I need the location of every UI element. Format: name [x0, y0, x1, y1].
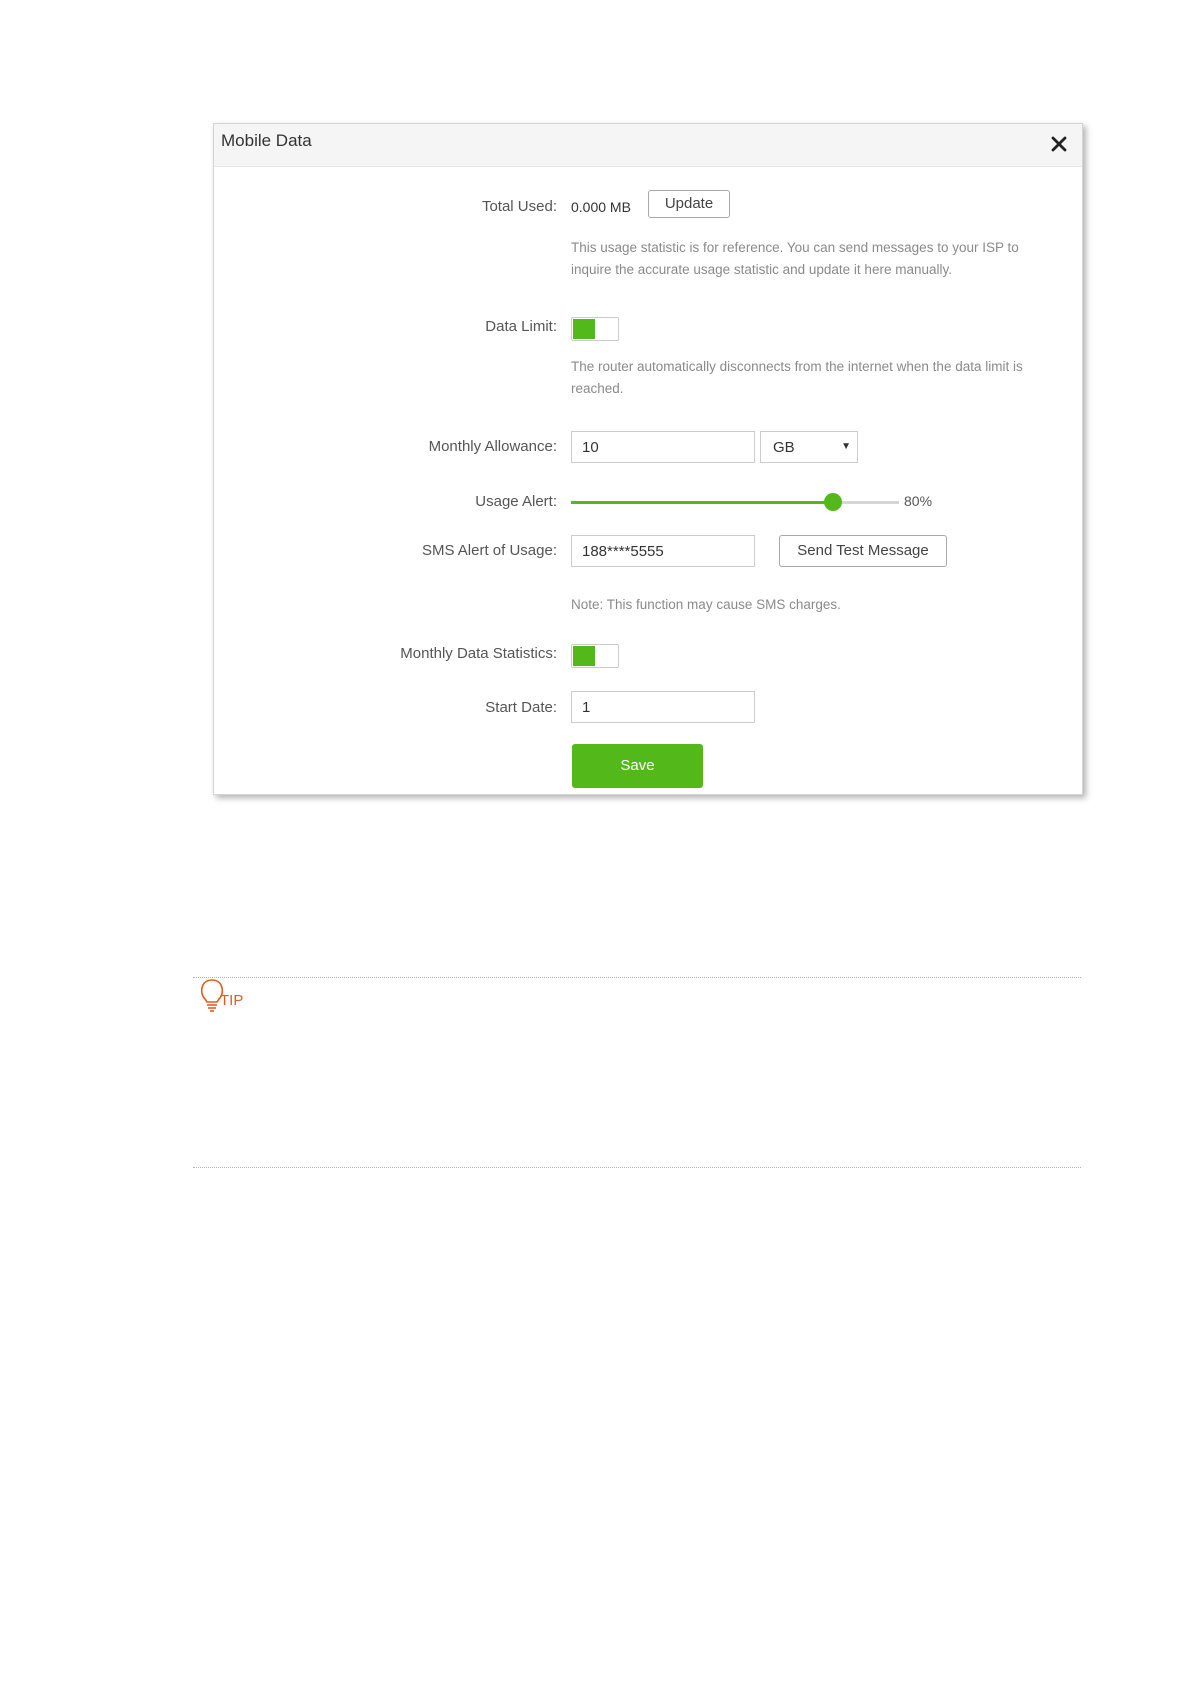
- sms-alert-label: SMS Alert of Usage:: [421, 542, 557, 559]
- dialog-title: Mobile Data: [221, 131, 312, 150]
- slider-fill: [571, 501, 833, 504]
- allowance-unit-value: GB: [773, 439, 795, 456]
- save-button[interactable]: Save: [572, 744, 703, 788]
- allowance-unit-select[interactable]: [760, 431, 858, 463]
- update-button[interactable]: Update: [648, 190, 730, 218]
- send-test-message-button[interactable]: Send Test Message: [779, 535, 947, 567]
- monthly-allowance-label: Monthly Allowance:: [428, 438, 557, 455]
- monthly-allowance-input[interactable]: 10: [571, 431, 755, 463]
- usage-alert-value: 80%: [904, 493, 933, 509]
- sms-phone-input[interactable]: 188****5555: [571, 535, 755, 567]
- data-limit-toggle[interactable]: [571, 317, 619, 341]
- start-date-input[interactable]: 1: [571, 691, 755, 723]
- chevron-down-icon: ▼: [841, 441, 851, 452]
- toggle-knob: [573, 646, 595, 666]
- total-used-hint: This usage statistic is for reference. You can send messages to your ISP to inquire the accurate usage statistic and update it here manually.: [571, 240, 1019, 277]
- data-limit-label: Data Limit:: [485, 318, 557, 335]
- usage-alert-slider[interactable]: [571, 501, 899, 504]
- tip-bottom-divider: [193, 1167, 1081, 1168]
- total-used-value: 0.000 MB: [571, 199, 631, 215]
- mobile-data-dialog: [213, 123, 1083, 795]
- close-icon: [1044, 129, 1074, 159]
- toggle-knob: [573, 319, 595, 339]
- dialog-header: [214, 124, 1082, 167]
- sms-note: Note: This function may cause SMS charges.: [571, 597, 841, 612]
- tip-top-divider: [193, 977, 1081, 978]
- start-date-label: Start Date:: [485, 699, 557, 716]
- total-used-label: Total Used:: [481, 198, 557, 215]
- tip-label: TIP: [220, 992, 244, 1009]
- close-button[interactable]: [1044, 129, 1074, 159]
- usage-alert-label: Usage Alert:: [475, 493, 557, 510]
- slider-handle[interactable]: [824, 493, 842, 511]
- data-limit-hint: The router automatically disconnects from the internet when the data limit is reached.: [571, 359, 1023, 396]
- monthly-stats-label: Monthly Data Statistics:: [400, 645, 557, 662]
- monthly-stats-toggle[interactable]: [571, 644, 619, 668]
